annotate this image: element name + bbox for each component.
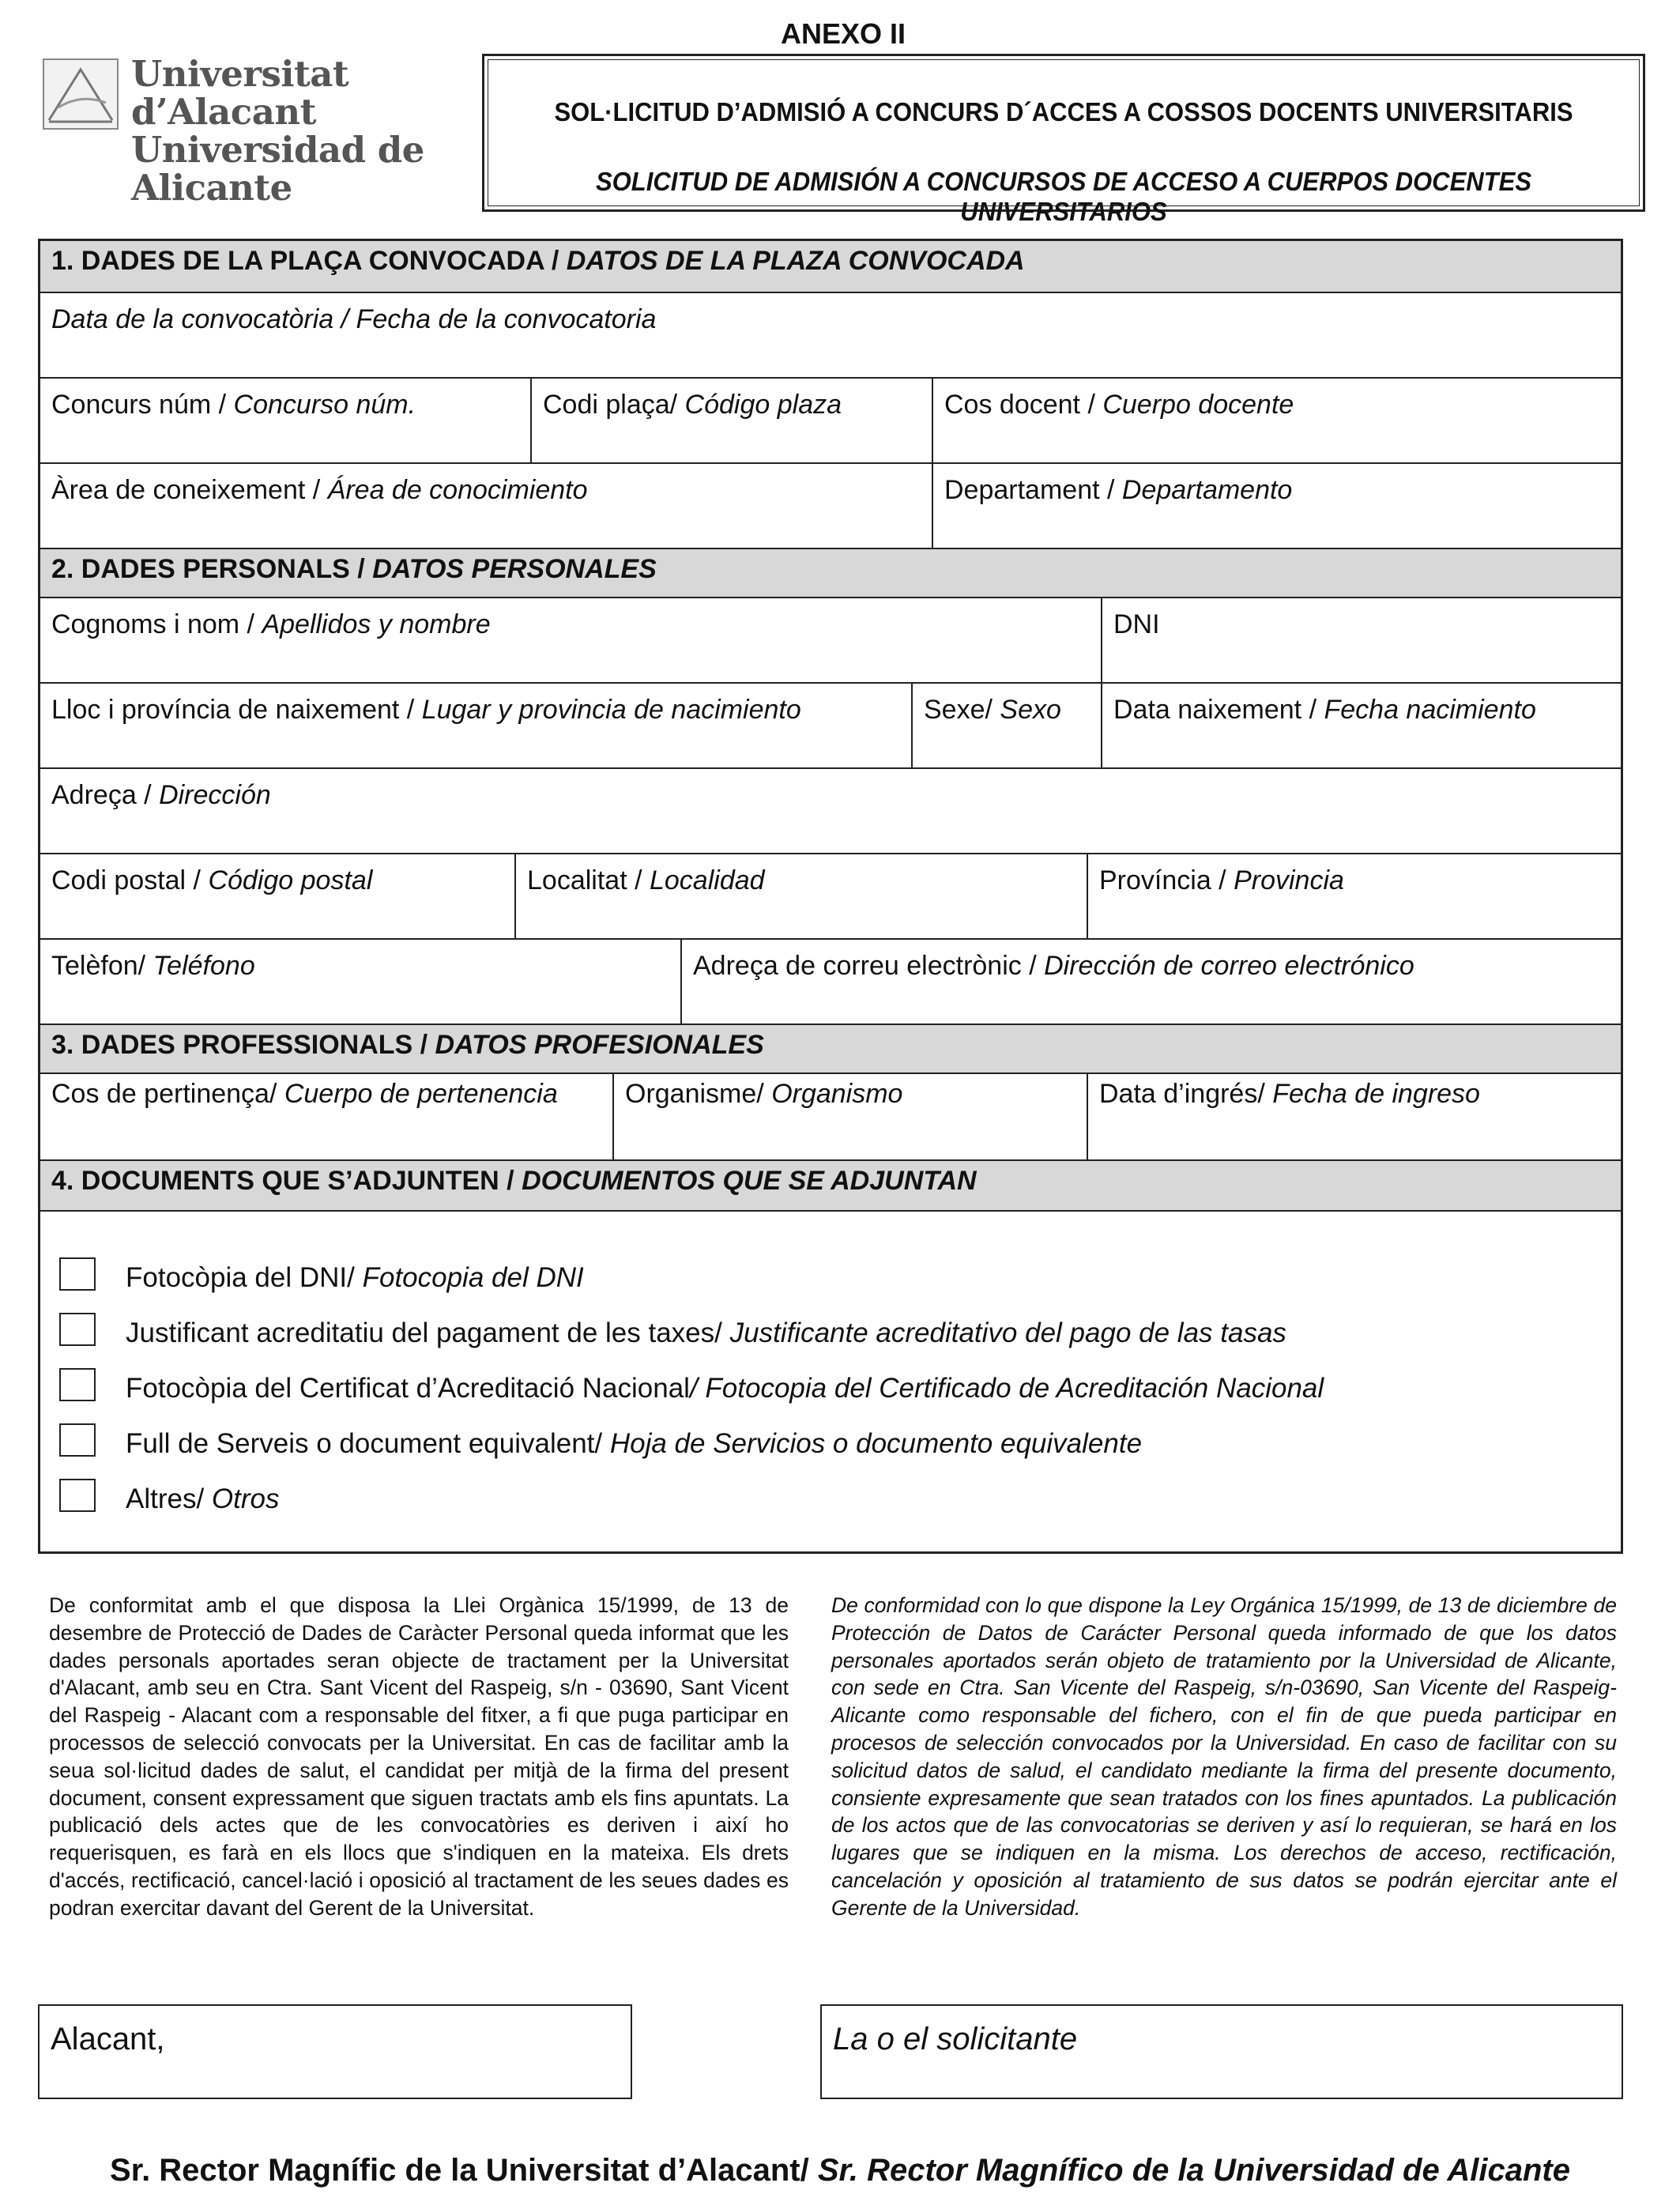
field-fecha-nacimiento[interactable]: Data naixement / Fecha nacimiento	[1101, 684, 1621, 767]
row-concurso	[40, 379, 1621, 464]
field-codigo-postal[interactable]: Codi postal / Código postal	[51, 865, 373, 895]
checkbox[interactable]	[59, 1313, 96, 1346]
form-title-ca: SOL·LICITUD D’ADMISIÓ A CONCURS D´ACCES A COSSOS DOCENTS UNIVERSITARIS	[554, 97, 1573, 126]
place-label: Alacant,	[51, 2022, 165, 2056]
checkbox[interactable]	[59, 1257, 96, 1291]
row-contacto	[40, 940, 1621, 1025]
application-form: 1. DADES DE LA PLAÇA CONVOCADA / DATOS DE LA PLAZA CONVOCADA Data de la convocatòria / Fecha de la convocatoria Concurs núm / Concurso núm. Codi plaça/ Código plaza Cos docent / Cuerpo docente Àrea de coneixement / Área de conocimiento Departament / Departamento 2. DADES PERSONALS / DATOS PERSONALES Cognoms i nom / Apellidos y nombre DNI Lloc i província de naixement / Lugar y provincia de nacimiento Sexe/ Sexo Data naixement / Fecha nacimiento Adreça / Dirección Codi postal / Código postal Localitat / Localidad Província / Provincia Telèfon/ Teléfono Adreça de correu electrònic / Dirección de correo electrónico 3. DADES PROFESSIONALS / DATOS PROFESIONALES Cos de pertinença/ Cuerpo de pertenencia Organisme/ Organismo Data d’ingrés/ Fecha de ingreso 4. DOCUMENTS QUE S’ADJUNTEN / DOCUMENTOS QUE SE ADJUNTAN Fotocòpia del DNI/ Fotocopia del DNI Justificant acreditatiu del pagament de les taxes/ Justificante acreditativo del pago de las tasas Fotocòpia del Certificat d’Acreditació Nacional/ Fotocopia del Certificado de Acreditación Nacional Full de Serveis o document equivalent/ Hoja de Servicios o documento equivalente Altres/ Otros	[38, 239, 1623, 1554]
logo-line-es: Universidad de Alicante	[131, 129, 424, 209]
field-sexo[interactable]: Sexe/ Sexo	[911, 684, 1101, 767]
title-box	[482, 54, 1645, 226]
field-email[interactable]: Adreça de correu electrònic / Dirección de correo electrónico	[680, 940, 1621, 1023]
privacy-notice-ca: De conformitat amb el que disposa la Llei Orgànica 15/1999, de 13 de desembre de Protecció de Dades de Caràcter Personal queda informat que les dades personals aportades seran objecte de tractament per la Universitat d'Alacant, amb seu en Ctra. Sant Vicent del Raspeig, s/n - 03690, Sant Vicent del Raspeig - Alacant com a responsable del fitxer, a fi que puga participar en processos de selecció convocats per la Universitat. En cas de facilitar amb la seua sol·licitud dades de salut, el candidat per mitjà de la firma del present document, consent expressament que siguen tractats amb els fins apuntats. La publicació dels actes que de les convocatòries es deriven i així ho requerisquen, es farà en els llocs que s'indiquen en la mateixa. Els drets d'accés, rectificació, cancel·lació i oposició al tractament de les seues dades es podran exercitar davant del Gerent de la Universitat.	[49, 1593, 789, 1920]
section4-header: 4. DOCUMENTS QUE S’ADJUNTEN / DOCUMENTOS QUE SE ADJUNTAN	[40, 1161, 1621, 1212]
logo-line-ca: Universitat d’Alacant	[131, 53, 349, 133]
section1-header: 1. DADES DE LA PLAÇA CONVOCADA / DATOS DE LA PLAZA CONVOCADA	[40, 241, 1621, 293]
field-fecha-ingreso[interactable]: Data d’ingrés/ Fecha de ingreso	[1087, 1074, 1621, 1159]
section3-header: 3. DADES PROFESSIONALS / DATOS PROFESIONALES	[40, 1025, 1621, 1074]
row-area	[40, 464, 1621, 549]
field-apellidos-nombre[interactable]: Cognoms i nom / Apellidos y nombre	[51, 609, 491, 639]
checkbox[interactable]	[59, 1368, 96, 1401]
university-logo	[43, 53, 469, 209]
checkbox[interactable]	[59, 1423, 96, 1457]
logo-wordmark	[131, 55, 469, 207]
field-concurso-num[interactable]: Concurs núm / Concurso núm.	[51, 390, 416, 420]
row-cp	[40, 854, 1621, 940]
row-fecha	[40, 293, 1621, 379]
field-fecha-convocatoria[interactable]: Data de la convocatòria / Fecha de la convocatoria	[51, 304, 657, 334]
field-organismo[interactable]: Organisme/ Organismo	[612, 1074, 1087, 1159]
checkbox[interactable]	[59, 1479, 96, 1512]
row-nombre	[40, 598, 1621, 684]
field-codigo-plaza[interactable]: Codi plaça/ Código plaza	[530, 379, 932, 462]
field-cuerpo-docente[interactable]: Cos docent / Cuerpo docente	[932, 379, 1621, 462]
applicant-signature-field[interactable]	[820, 2004, 1623, 2099]
row-nacimiento	[40, 684, 1621, 769]
row-direccion	[40, 769, 1621, 854]
privacy-notice-es: De conformidad con lo que dispone la Ley Orgánica 15/1999, de 13 de diciembre de Protección de Datos de Carácter Personal queda informado de que los datos personales aportados serán objeto de tratamiento por la Universidad de Alicante, con sede en Ctra. San Vicente del Raspeig, s/n-03690, San Vicente del Raspeig-Alicante como responsable del fichero, con el fin de que pueda participar en procesos de selección convocados por la Universidad. En caso de facilitar con su solicitud datos de salud, el candidato mediante la firma del presente documento, consiente expresamente que sean tratados con los fines apuntados. La publicación de los actos que de las convocatorias se deriven y así lo requieran, se hará en los lugares que se indiquen en la misma. Los derechos de acceso, rectificación, cancelación y oposición al tratamiento de sus datos se podrán ejercitar ante el Gerente de la Universidad.	[831, 1593, 1617, 1920]
university-emblem-icon	[43, 58, 119, 130]
field-dni[interactable]: DNI	[1101, 598, 1621, 682]
place-date-field[interactable]	[38, 2004, 632, 2099]
field-departamento[interactable]: Departament / Departamento	[932, 464, 1621, 548]
field-localidad[interactable]: Localitat / Localidad	[514, 854, 1087, 938]
field-area-conocimiento[interactable]: Àrea de coneixement / Área de conocimiento	[51, 475, 588, 505]
annex-label: ANEXO II	[780, 17, 906, 50]
field-lugar-nacimiento[interactable]: Lloc i província de naixement / Lugar y provincia de nacimiento	[51, 695, 801, 725]
applicant-label: La o el solicitante	[833, 2022, 1078, 2056]
field-cuerpo-pertenencia[interactable]: Cos de pertinença/ Cuerpo de pertenencia	[51, 1079, 558, 1109]
form-title-es: SOLICITUD DE ADMISIÓN A CONCURSOS DE ACCESO A CUERPOS DOCENTES UNIVERSITARIOS	[595, 167, 1532, 226]
section2-header: 2. DADES PERSONALS / DATOS PERSONALES	[40, 549, 1621, 598]
field-direccion[interactable]: Adreça / Dirección	[51, 780, 271, 810]
addressee: Sr. Rector Magnífic de la Universitat d’Alacant/ Sr. Rector Magnífico de la Universidad de Alicante	[110, 2153, 1570, 2188]
field-telefono[interactable]: Telèfon/ Teléfono	[51, 951, 255, 981]
row-profesional	[40, 1074, 1621, 1161]
field-provincia[interactable]: Província / Provincia	[1087, 854, 1621, 938]
